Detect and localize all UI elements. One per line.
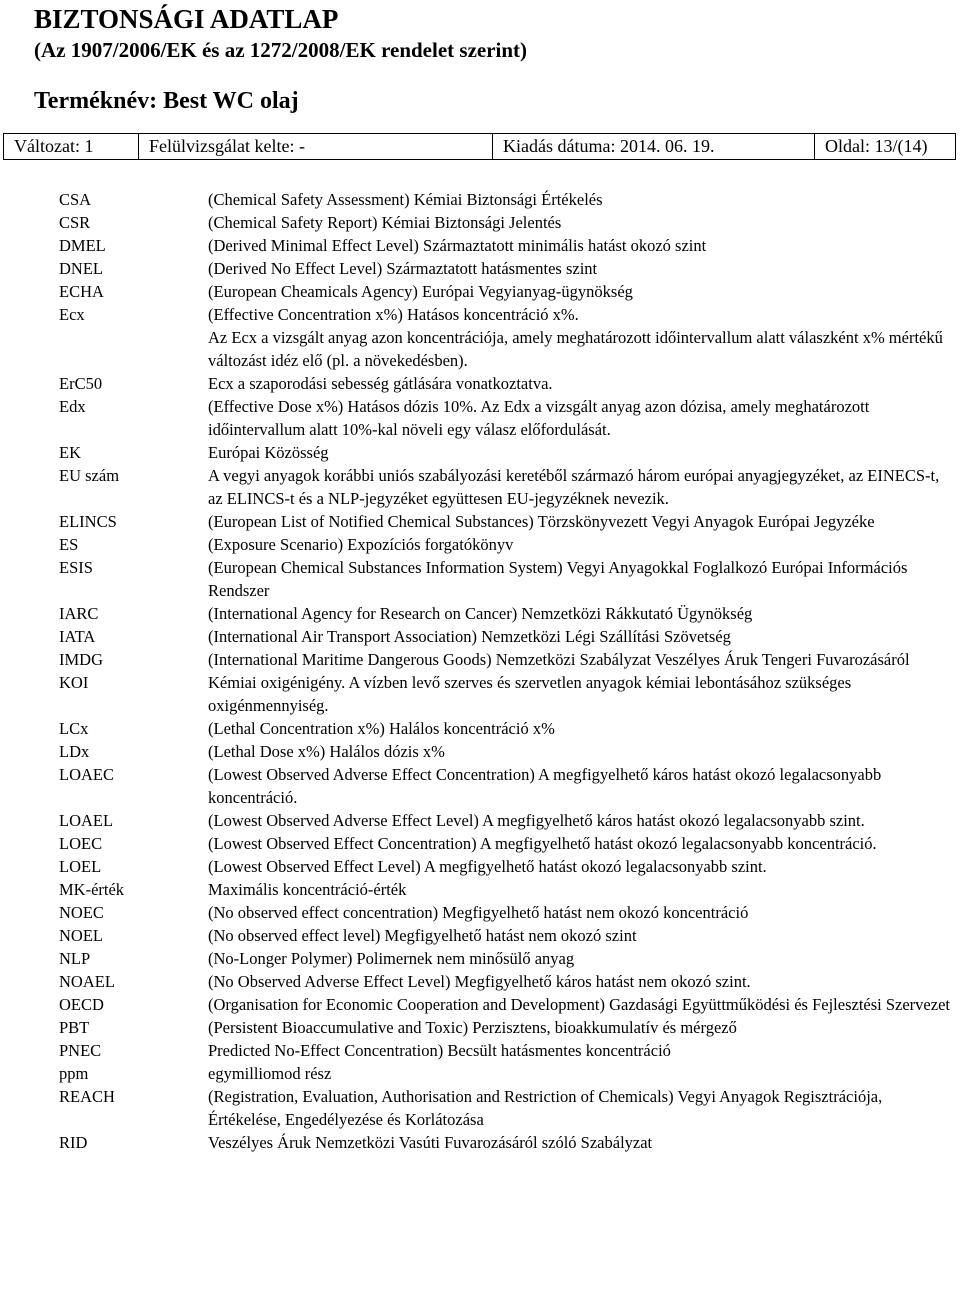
abbreviation-row <box>0 1039 960 1062</box>
abbreviation-row <box>0 188 960 211</box>
abbreviation-row <box>0 993 960 1016</box>
abbreviation-term: NOAEL <box>59 972 115 991</box>
abbreviation-row <box>0 234 960 257</box>
abbreviation-term: MK-érték <box>59 880 125 899</box>
abbreviation-term: LCx <box>59 719 89 738</box>
abbreviation-definition: (Exposure Scenario) Expozíciós forgatókönyv <box>208 535 514 554</box>
abbreviation-definition: (European List of Notified Chemical Substances) Törzskönyvezett Vegyi Anyagok Európai Jegyzéke <box>208 512 875 531</box>
abbreviation-row <box>0 901 960 924</box>
abbreviation-term: ES <box>59 535 79 554</box>
abbreviation-definition: Az Ecx a vizsgált anyag azon koncentrációja, amely meghatározott időintervallum alatt válaszként x% mértékű változást idéz elő (pl. a növekedésben). <box>208 328 943 370</box>
abbreviation-row <box>0 625 960 648</box>
abbreviation-definition: (European Chemical Substances Information System) Vegyi Anyagokkal Foglalkozó Európai Információs Rendszer <box>208 558 908 600</box>
abbreviation-row <box>0 1062 960 1085</box>
abbreviation-definition: (International Agency for Research on Cancer) Nemzetközi Rákkutató Ügynökség <box>208 604 753 623</box>
abbreviation-definition: (Registration, Evaluation, Authorisation and Restriction of Chemicals) Vegyi Anyagok Regisztrációja, Értékelése, Engedélyezése és Korlátozása <box>208 1087 883 1129</box>
abbreviation-row <box>0 740 960 763</box>
abbreviation-definition: (International Maritime Dangerous Goods) Nemzetközi Szabályzat Veszélyes Áruk Tengeri Fuvarozásáról <box>208 650 910 669</box>
abbreviation-term: PBT <box>59 1018 90 1037</box>
abbreviation-definition: (Lowest Observed Adverse Effect Level) A megfigyelhető káros hatást okozó legalacsonyabb szint. <box>208 811 865 830</box>
abbreviation-definition: A vegyi anyagok korábbi uniós szabályozási keretéből származó három európai anyagjegyzéket, az EINECS-t, az ELINCS-t és a NLP-jegyzéket együttesen EU-jegyzéknek nevezik. <box>208 466 940 508</box>
abbreviation-row <box>0 947 960 970</box>
abbreviation-row <box>0 1131 960 1154</box>
revision-date-cell: Felülvizsgálat kelte: - <box>139 134 493 159</box>
abbreviation-term: CSA <box>59 190 92 209</box>
abbreviation-list <box>0 188 960 1154</box>
abbreviation-row <box>0 832 960 855</box>
abbreviation-row <box>0 395 960 441</box>
abbreviation-term: ESIS <box>59 558 93 577</box>
abbreviation-row <box>0 878 960 901</box>
abbreviation-term: LOAEL <box>59 811 114 830</box>
abbreviation-definition: (No observed effect level) Megfigyelhető hatást nem okozó szint <box>208 926 637 945</box>
abbreviation-term: REACH <box>59 1087 115 1106</box>
abbreviation-definition: (Derived No Effect Level) Származtatott hatásmentes szint <box>208 259 598 278</box>
abbreviation-row <box>0 924 960 947</box>
document-info-bar <box>3 133 956 160</box>
abbreviation-row <box>0 970 960 993</box>
abbreviation-row <box>0 280 960 303</box>
abbreviation-row <box>0 602 960 625</box>
abbreviation-term: ErC50 <box>59 374 103 393</box>
abbreviation-term: DNEL <box>59 259 103 278</box>
abbreviation-row <box>0 211 960 234</box>
abbreviation-row <box>0 763 960 809</box>
abbreviation-definition: Veszélyes Áruk Nemzetközi Vasúti Fuvarozásáról szóló Szabályzat <box>208 1133 653 1152</box>
abbreviation-term: EU szám <box>59 466 120 485</box>
abbreviation-term: NOEL <box>59 926 103 945</box>
abbreviation-definition: (Chemical Safety Report) Kémiai Biztonsági Jelentés <box>208 213 562 232</box>
product-name: Terméknév: Best WC olaj <box>34 88 299 114</box>
abbreviation-term: LOAEC <box>59 765 114 784</box>
abbreviation-definition: (No-Longer Polymer) Polimernek nem minősülő anyag <box>208 949 575 968</box>
abbreviation-definition: (No Observed Adverse Effect Level) Megfigyelhető káros hatást nem okozó szint. <box>208 972 751 991</box>
abbreviation-term: OECD <box>59 995 104 1014</box>
abbreviation-term: RID <box>59 1133 88 1152</box>
abbreviation-definition: (International Air Transport Association) Nemzetközi Légi Szállítási Szövetség <box>208 627 731 646</box>
page-number-cell: Oldal: 13/(14) <box>825 136 928 156</box>
document-title: BIZTONSÁGI ADATLAP <box>34 4 339 34</box>
abbreviation-term: IMDG <box>59 650 103 669</box>
abbreviation-definition: Európai Közösség <box>208 443 329 462</box>
abbreviation-definition: (European Cheamicals Agency) Európai Vegyianyag-ügynökség <box>208 282 633 301</box>
abbreviation-row <box>0 1016 960 1039</box>
abbreviation-term: LOEL <box>59 857 102 876</box>
abbreviation-term: PNEC <box>59 1041 102 1060</box>
abbreviation-term: IATA <box>59 627 96 646</box>
abbreviation-row <box>0 671 960 717</box>
abbreviation-term: CSR <box>59 213 91 232</box>
abbreviation-term: KOI <box>59 673 89 692</box>
abbreviation-definition: (Lowest Observed Effect Concentration) A megfigyelhető hatást okozó legalacsonyabb koncentráció. <box>208 834 877 853</box>
abbreviation-row <box>0 809 960 832</box>
abbreviation-row <box>0 510 960 533</box>
abbreviation-row <box>0 326 960 372</box>
issue-date-cell: Kiadás dátuma: 2014. 06. 19. <box>493 134 815 159</box>
abbreviation-definition: egymilliomod rész <box>208 1064 332 1083</box>
abbreviation-row <box>0 556 960 602</box>
abbreviation-term: ELINCS <box>59 512 117 531</box>
abbreviation-row <box>0 257 960 280</box>
abbreviation-definition: (Lethal Dose x%) Halálos dózis x% <box>208 742 445 761</box>
abbreviation-row <box>0 464 960 510</box>
abbreviation-definition: (Effective Dose x%) Hatásos dózis 10%. Az Edx a vizsgált anyag azon dózisa, amely meghatározott időintervallum alatt 10%-kal növeli egy válasz előfordulását. <box>208 397 870 439</box>
abbreviation-row <box>0 717 960 740</box>
abbreviation-term: ECHA <box>59 282 104 301</box>
abbreviation-definition: (No observed effect concentration) Megfigyelhető hatást nem okozó koncentráció <box>208 903 749 922</box>
abbreviation-row <box>0 441 960 464</box>
abbreviation-definition: (Persistent Bioaccumulative and Toxic) Perzisztens, bioakkumulatív és mérgező <box>208 1018 737 1037</box>
abbreviation-definition: (Lowest Observed Effect Level) A megfigyelhető hatást okozó legalacsonyabb szint. <box>208 857 767 876</box>
abbreviation-definition: (Derived Minimal Effect Level) Származtatott minimális hatást okozó szint <box>208 236 707 255</box>
abbreviation-definition: Predicted No-Effect Concentration) Becsült hatásmentes koncentráció <box>208 1041 671 1060</box>
version-cell: Változat: 1 <box>4 134 139 159</box>
abbreviation-term: ppm <box>59 1064 89 1083</box>
abbreviation-term: NLP <box>59 949 91 968</box>
regulation-subtitle: (Az 1907/2006/EK és az 1272/2008/EK rendelet szerint) <box>34 38 528 62</box>
abbreviation-row <box>0 855 960 878</box>
abbreviation-term: Edx <box>59 397 86 416</box>
abbreviation-term: Ecx <box>59 305 85 324</box>
abbreviation-term: LDx <box>59 742 90 761</box>
abbreviation-definition: (Chemical Safety Assessment) Kémiai Biztonsági Értékelés <box>208 190 603 209</box>
abbreviation-term: EK <box>59 443 81 462</box>
abbreviation-definition: (Effective Concentration x%) Hatásos koncentráció x%. <box>208 305 579 324</box>
abbreviation-definition: (Lethal Concentration x%) Halálos koncentráció x% <box>208 719 555 738</box>
abbreviation-row <box>0 648 960 671</box>
abbreviation-term: DMEL <box>59 236 106 255</box>
abbreviation-row <box>0 1085 960 1131</box>
abbreviation-definition: (Organisation for Economic Cooperation and Development) Gazdasági Együttműködési és Fejlesztési Szervezet <box>208 995 950 1014</box>
abbreviation-row <box>0 533 960 556</box>
abbreviation-definition: Kémiai oxigénigény. A vízben levő szerves és szervetlen anyagok kémiai lebontásához szükséges oxigénmennyiség. <box>208 673 852 715</box>
abbreviation-term: NOEC <box>59 903 104 922</box>
abbreviation-row <box>0 303 960 326</box>
abbreviation-definition: Ecx a szaporodási sebesség gátlására vonatkoztatva. <box>208 374 553 393</box>
abbreviation-row <box>0 372 960 395</box>
abbreviation-term: LOEC <box>59 834 103 853</box>
abbreviation-definition: Maximális koncentráció-érték <box>208 880 407 899</box>
abbreviation-definition: (Lowest Observed Adverse Effect Concentration) A megfigyelhető káros hatást okozó legalacsonyabb koncentráció. <box>208 765 882 807</box>
abbreviation-term: IARC <box>59 604 99 623</box>
